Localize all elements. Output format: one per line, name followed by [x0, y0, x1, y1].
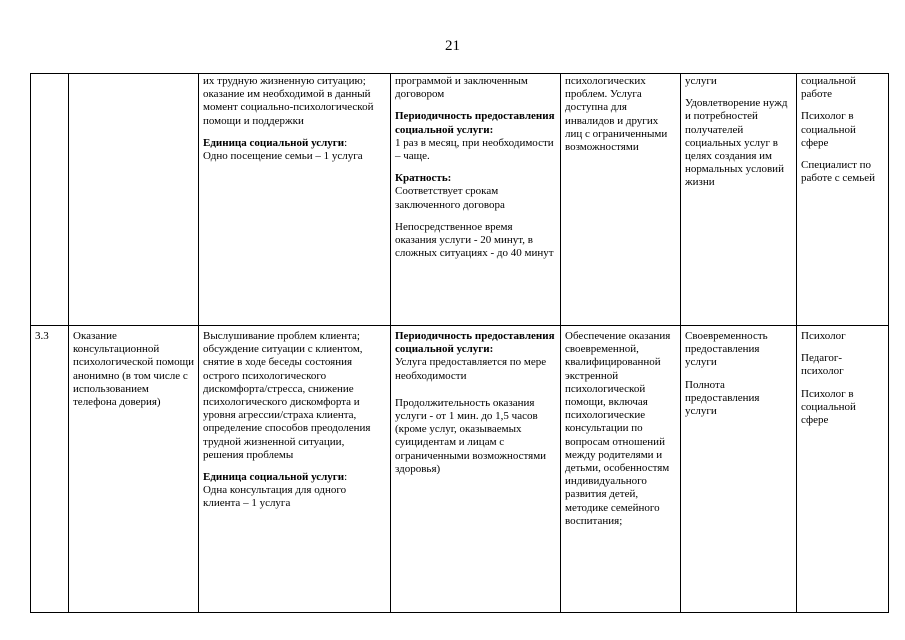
multiplicity-label: Кратность:	[395, 172, 452, 185]
unit-text: Одно посещение семьи – 1 услуга	[203, 150, 363, 163]
cell-conditions	[561, 74, 681, 326]
duration-text: Продолжительность оказания услуги - от 1 мин. до 1,5 часов (кроме услуг, оказываемых суицидентам и лицам с ограниченными возможностями здоровья)	[395, 396, 547, 475]
unit-line: Единица социальной услуги:	[203, 136, 348, 149]
multiplicity-text: Соответствует срокам заключенного договора	[395, 185, 505, 211]
indicator-text: услуги	[685, 75, 717, 87]
unit-label: Единица социальной услуги	[203, 471, 345, 484]
unit-text: Одна консультация для одного клиента – 1 услуга	[203, 484, 347, 510]
indicator-text: Полнота предоставления услуги	[685, 378, 760, 418]
content-paragraph: их трудную жизненную ситуацию; оказание им необходимой в данный момент социально-психологической помощи и поддержки	[203, 75, 374, 127]
cell-indicators	[681, 74, 797, 326]
indicator-text: Удовлетворение нужд и потребностей получателей социальных услуг в целях создания им нормальных условий жизни	[685, 97, 788, 189]
service-number: 3.3	[35, 330, 49, 342]
cell-service-terms	[391, 74, 561, 326]
periodicity-text: Услуга предоставляется по мере необходимости	[395, 356, 547, 382]
periodicity-label: Периодичность предоставления социальной услуги:	[395, 110, 555, 136]
staff-item: Психолог	[801, 330, 846, 342]
cell-service-content	[199, 74, 391, 326]
cell-service-terms	[391, 326, 561, 613]
periodicity-text: 1 раз в месяц, при необходимости – чаще.	[395, 136, 554, 163]
terms-intro: программой и заключенным договором	[395, 75, 528, 101]
periodicity-label: Периодичность предоставления социальной услуги:	[395, 330, 555, 356]
staff-item: Психолог в социальной сфере	[801, 387, 856, 427]
staff-item: Специалист по работе с семьей	[801, 159, 876, 185]
cell-service-name	[69, 74, 199, 326]
cell-service-name	[69, 326, 199, 613]
service-name: Оказание консультационной психологической помощи анонимно (в том числе с использованием телефона доверия)	[73, 330, 194, 409]
table-row	[31, 326, 889, 613]
staff-item: социальной работе	[801, 75, 856, 101]
cell-conditions	[561, 326, 681, 613]
cell-number	[31, 74, 69, 326]
cell-staff	[797, 74, 889, 326]
conditions-text: Обеспечение оказания своевременной, квалифицированной экстренной психологической помощи, включая психологические консультации по вопросам отношений между родителями и детьми, особенностям индивидуального развития детей, методике семейного воспитания;	[565, 330, 671, 527]
indicator-text: Своевременность предоставления услуги	[685, 330, 768, 369]
unit-label: Единица социальной услуги	[203, 136, 345, 149]
page-number: 21	[445, 38, 460, 54]
cell-number	[31, 326, 69, 613]
content-paragraph: Выслушивание проблем клиента; обсуждение ситуации с клиентом, снятие в ходе беседы состояния острого психологического дискомфорта/стресса, снижение психологического дискомфорта и уровня агрессии/страха клиента, определение способов преодоления трудной жизненной ситуации, решения проблемы	[203, 330, 371, 461]
cell-indicators	[681, 326, 797, 613]
cell-service-content	[199, 326, 391, 613]
cell-staff	[797, 326, 889, 613]
staff-item: Педагог-психолог	[801, 352, 844, 378]
unit-line: Единица социальной услуги:	[203, 471, 348, 484]
conditions-text: психологических проблем. Услуга доступна для инвалидов и других лиц с ограниченными возможностями	[565, 75, 668, 154]
duration-text: Непосредственное время оказания услуги - 20 минут, в сложных ситуациях - до 40 минут	[395, 220, 554, 260]
table-row	[31, 74, 889, 326]
staff-item: Психолог в социальной сфере	[801, 110, 856, 149]
services-table	[30, 73, 889, 613]
